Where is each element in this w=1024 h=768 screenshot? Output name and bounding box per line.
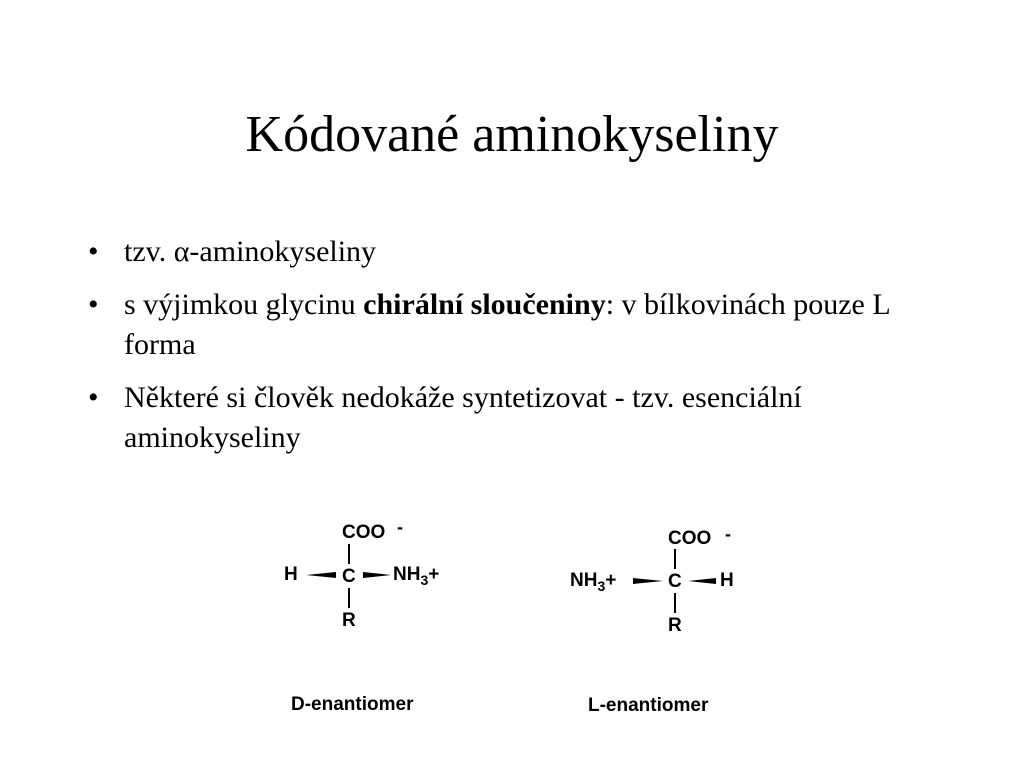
positive-charge: + — [605, 570, 617, 591]
bond-lines — [567, 525, 757, 640]
ammonium-main: NH — [570, 570, 598, 591]
slide-title: Kódované aminokyseliny — [245, 106, 779, 163]
wedge-bond-left — [633, 578, 663, 584]
side-chain-label: R — [668, 615, 682, 636]
chiral-carbon-label: C — [342, 566, 356, 587]
bullet-text: s výjimkou glycinu — [124, 288, 364, 321]
d-enantiomer-caption: D-enantiomer — [291, 694, 414, 715]
positive-charge: + — [428, 564, 440, 585]
bullet-text: : v bílkovinách pouze L forma — [124, 288, 890, 361]
wedge-bond-left — [306, 572, 336, 578]
negative-charge: - — [725, 524, 731, 544]
bullet-list — [86, 232, 966, 471]
negative-charge: - — [397, 517, 403, 537]
bullet-text: Některé si člověk nedokáže syntetizovat - tzv. esenciální aminokyseliny — [124, 381, 802, 454]
carboxylate-label: COO — [668, 528, 712, 549]
l-enantiomer-structure — [567, 525, 757, 640]
ammonium-subscript: 3 — [420, 572, 429, 588]
carboxylate-label: COO — [342, 522, 386, 543]
d-enantiomer-structure — [280, 517, 460, 635]
alpha-symbol: α — [173, 235, 190, 268]
bullet-bold-text: chirální sloučeniny — [363, 288, 606, 321]
wedge-bond-right — [363, 572, 391, 578]
bullet-item — [86, 232, 966, 272]
bullet-item — [86, 285, 966, 365]
hydrogen-label: H — [284, 564, 298, 585]
bond-lines — [280, 517, 460, 635]
bullet-text: tzv. — [124, 235, 174, 268]
wedge-bond-right — [688, 578, 716, 584]
hydrogen-label: H — [720, 570, 734, 591]
bullet-text: -aminokyseliny — [189, 235, 377, 268]
ammonium-subscript: 3 — [597, 578, 606, 594]
ammonium-main: NH — [393, 564, 421, 585]
bullet-marker: • — [88, 288, 99, 321]
bullet-marker: • — [88, 235, 99, 268]
side-chain-label: R — [342, 610, 356, 631]
bullet-marker: • — [88, 381, 99, 414]
chiral-carbon-label: C — [668, 571, 682, 592]
l-enantiomer-caption: L-enantiomer — [588, 695, 709, 716]
bullet-item — [86, 378, 966, 458]
